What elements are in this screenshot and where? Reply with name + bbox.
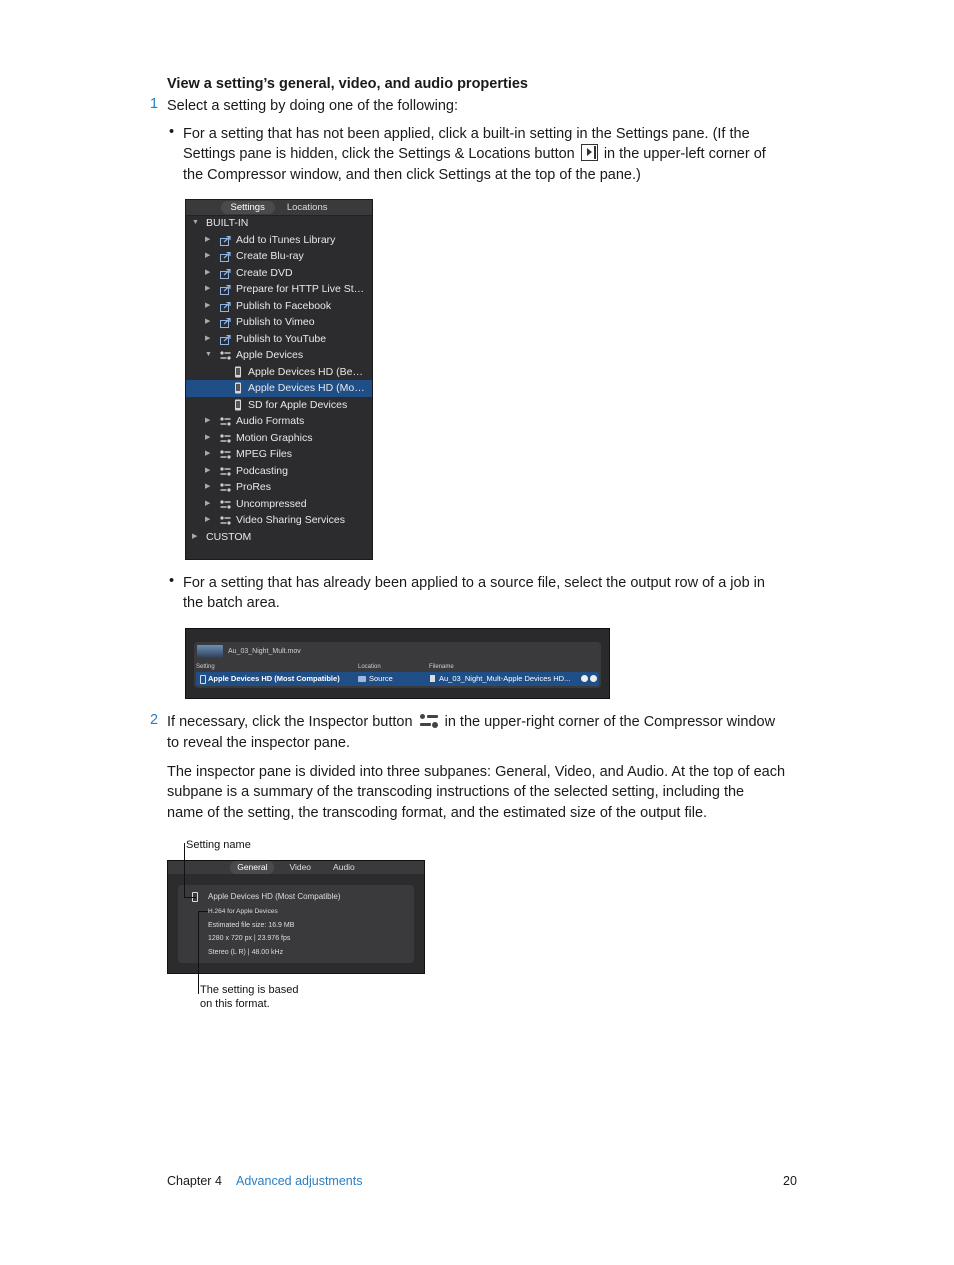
remove-output-icon[interactable] — [581, 675, 588, 682]
group-icon — [220, 449, 231, 459]
batch-job — [194, 642, 601, 688]
share-icon — [220, 268, 231, 278]
tree-row-label: CUSTOM — [206, 530, 252, 543]
column-setting: Setting — [196, 664, 215, 670]
callout-line-format-vertical — [198, 911, 199, 994]
callout-setting-name: Setting name — [186, 839, 251, 851]
inspector-button-icon — [419, 713, 439, 729]
source-file-name: Au_03_Night_Mult.mov — [228, 648, 301, 655]
settings-pane-tabs — [186, 200, 372, 216]
disclosure-closed-icon[interactable]: ▶ — [205, 285, 211, 292]
tree-row[interactable] — [186, 512, 372, 529]
tree-row[interactable] — [186, 232, 372, 249]
settings-locations-button-icon — [581, 144, 598, 161]
device-icon — [233, 399, 244, 409]
paragraph-line-2: subpane is a summary of the transcoding instructions of the selected setting, including the — [167, 784, 745, 800]
tree-row[interactable] — [186, 281, 372, 298]
group-icon — [220, 515, 231, 525]
settings-tree — [186, 215, 372, 559]
column-location: Location — [358, 664, 381, 670]
bullet-2-line-1: For a setting that has already been applied to a source file, select the output row of a job in — [183, 575, 765, 591]
tree-row[interactable] — [186, 314, 372, 331]
bullet-dot-1: • — [169, 124, 175, 140]
disclosure-closed-icon[interactable]: ▶ — [205, 499, 211, 507]
callout-line-setting-name-horizontal — [184, 897, 196, 898]
disclosure-open-icon[interactable]: ▼ — [192, 219, 199, 226]
inspector-screenshot — [167, 860, 425, 974]
disclosure-closed-icon[interactable]: ▶ — [205, 334, 211, 342]
inspector-setting-name: Apple Devices HD (Most Compatible) — [208, 892, 341, 901]
share-icon — [220, 317, 231, 327]
tree-row[interactable] — [186, 265, 372, 282]
tree-row-label: Prepare for HTTP Live St… — [236, 283, 365, 295]
tab-settings[interactable]: Settings — [221, 201, 275, 214]
tree-row[interactable] — [186, 430, 372, 447]
step-number-1: 1 — [150, 96, 159, 112]
group-icon — [220, 499, 231, 509]
tree-row[interactable] — [186, 397, 372, 414]
step-number-2: 2 — [150, 712, 159, 728]
tree-row-label: Uncompressed — [236, 497, 307, 510]
device-icon — [200, 675, 206, 684]
tree-row-label: Publish to YouTube — [236, 332, 327, 345]
step-2-line-1-b: in the upper-right corner of the Compressor window — [444, 714, 776, 730]
tab-general[interactable]: General — [230, 861, 274, 874]
disclosure-closed-icon[interactable]: ▶ — [205, 433, 211, 441]
tab-video[interactable]: Video — [289, 862, 312, 872]
disclosure-closed-icon[interactable]: ▶ — [192, 532, 198, 540]
disclosure-closed-icon[interactable]: ▶ — [205, 450, 211, 457]
group-icon — [220, 416, 231, 426]
tree-row-label: Publish to Vimeo — [236, 316, 315, 328]
tree-row-label: Video Sharing Services — [236, 514, 345, 526]
disclosure-closed-icon[interactable]: ▶ — [205, 252, 211, 259]
tree-row[interactable] — [186, 446, 372, 463]
tree-row[interactable] — [186, 529, 372, 546]
disclosure-closed-icon[interactable]: ▶ — [205, 417, 211, 424]
bullet-dot-2: • — [169, 573, 175, 589]
bullet-1-line-2 — [183, 144, 766, 165]
step-2-line-1 — [167, 712, 775, 733]
inspector-format: H.264 for Apple Devices — [208, 908, 278, 915]
paragraph-line-3: name of the setting, the transcoding format, and the estimated size of the output file. — [167, 805, 708, 821]
tree-row[interactable] — [186, 347, 372, 364]
folder-icon — [358, 676, 366, 682]
group-icon — [220, 433, 231, 443]
tree-row[interactable] — [186, 496, 372, 513]
tree-row-label: BUILT-IN — [206, 217, 249, 229]
tree-row[interactable] — [186, 331, 372, 348]
output-location: Source — [369, 674, 393, 683]
share-icon — [220, 251, 231, 261]
tree-row[interactable] — [186, 413, 372, 430]
inspector-audio: Stereo (L R) | 48.00 kHz — [208, 949, 284, 956]
paragraph-line-1: The inspector pane is divided into three subpanes: General, Video, and Audio. At the top of each — [167, 764, 786, 780]
tree-row-label: Apple Devices — [236, 349, 304, 361]
source-thumbnail — [197, 645, 223, 658]
output-row[interactable] — [196, 672, 599, 686]
tree-row-label: Apple Devices HD (Mo… — [248, 382, 365, 394]
disclosure-closed-icon[interactable]: ▶ — [205, 235, 211, 243]
tree-row-label: Audio Formats — [236, 415, 305, 427]
add-output-icon[interactable] — [590, 675, 597, 682]
share-icon — [220, 284, 231, 294]
tree-row[interactable] — [186, 463, 372, 480]
share-icon — [220, 235, 231, 245]
bullet-1-line-2-b: in the upper-left corner of — [603, 146, 766, 162]
footer-chapter: Chapter 4 — [167, 1174, 222, 1188]
batch-area-screenshot — [185, 628, 610, 699]
inspector-tabs — [168, 861, 424, 874]
share-icon — [220, 301, 231, 311]
bullet-1-line-3: the Compressor window, and then click Settings at the top of the pane.) — [183, 167, 641, 183]
settings-pane-screenshot — [185, 199, 373, 560]
tree-row-label: Add to iTunes Library — [236, 233, 336, 246]
disclosure-closed-icon[interactable]: ▶ — [205, 268, 211, 276]
share-icon — [220, 334, 231, 344]
column-filename: Filename — [429, 664, 454, 670]
tree-row-label: SD for Apple Devices — [248, 398, 348, 411]
disclosure-closed-icon[interactable]: ▶ — [205, 516, 211, 523]
tree-row[interactable] — [186, 248, 372, 265]
tree-row[interactable] — [186, 298, 372, 315]
tree-row-label: MPEG Files — [236, 448, 293, 460]
tree-row-label: Apple Devices HD (Be… — [248, 365, 363, 378]
group-icon — [220, 350, 231, 360]
group-icon — [220, 482, 231, 492]
file-icon — [430, 675, 435, 682]
disclosure-closed-icon[interactable]: ▶ — [205, 318, 211, 325]
section-heading: View a setting’s general, video, and audio properties — [167, 76, 528, 92]
tree-row[interactable] — [186, 364, 372, 381]
disclosure-closed-icon[interactable]: ▶ — [205, 483, 211, 490]
step-2-line-1-a: If necessary, click the Inspector button — [167, 714, 413, 730]
tab-locations[interactable]: Locations — [286, 202, 328, 213]
tree-row-label: Create Blu-ray — [236, 250, 304, 262]
callout-line-setting-name-vertical — [184, 843, 185, 898]
step-1-text: Select a setting by doing one of the following: — [167, 98, 458, 114]
tree-row-label: Podcasting — [236, 464, 288, 477]
bullet-1-line-2-a: Settings pane is hidden, click the Settings & Locations button — [183, 146, 575, 162]
step-2-line-2: to reveal the inspector pane. — [167, 735, 350, 751]
disclosure-closed-icon[interactable]: ▶ — [205, 301, 211, 309]
footer-page-number: 20 — [783, 1174, 797, 1188]
tab-audio[interactable]: Audio — [333, 862, 355, 872]
tree-row-label: ProRes — [236, 481, 272, 493]
output-setting-name: Apple Devices HD (Most Compatible) — [208, 674, 340, 683]
device-icon — [233, 366, 244, 376]
tree-row[interactable] — [186, 380, 372, 397]
tree-row[interactable] — [186, 479, 372, 496]
tree-row-label: Create DVD — [236, 266, 293, 279]
tree-row-label: Motion Graphics — [236, 431, 313, 444]
callout-based-on-line-2: on this format. — [200, 998, 270, 1010]
bullet-1-line-1: For a setting that has not been applied, click a built-in setting in the Settings pane. (If the — [183, 126, 750, 142]
disclosure-open-icon[interactable]: ▼ — [205, 351, 212, 358]
inspector-file-size: Estimated file size: 16.9 MB — [208, 922, 295, 929]
callout-line-format-horizontal — [198, 911, 208, 912]
tree-row[interactable] — [186, 215, 372, 232]
device-icon — [233, 382, 244, 392]
inspector-resolution: 1280 x 720 px | 23.976 fps — [208, 935, 291, 942]
disclosure-closed-icon[interactable]: ▶ — [205, 466, 211, 474]
callout-based-on-line-1: The setting is based — [200, 984, 299, 996]
group-icon — [220, 466, 231, 476]
inspector-summary — [178, 885, 414, 963]
output-filename: Au_03_Night_Mult-Apple Devices HD... — [439, 674, 571, 683]
tree-row-label: Publish to Facebook — [236, 299, 332, 312]
bullet-2-line-2: the batch area. — [183, 595, 280, 611]
footer-chapter-title-link[interactable]: Advanced adjustments — [236, 1174, 363, 1188]
